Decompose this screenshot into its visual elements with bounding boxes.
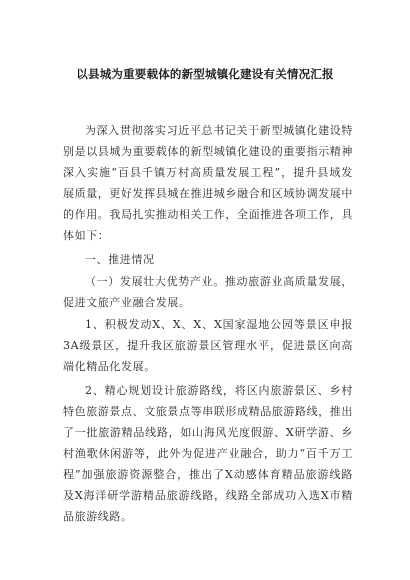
- list-item: 2、精心规划设计旅游路线，将区内旅游景区、乡村特色旅游景点、文旅景点等串联形成精品旅游路线，推出了一批旅游精品线路，如山海风光度假游、X研学游、乡村渔歌休闲游等，此外为促进产业融合，助力“百千万工程”加强旅游资源整合，推出了X动感体育精品旅游线路及X海洋研学游精品旅游线路，线路全部成功入选X市精品旅游线路。: [63, 384, 353, 523]
- intro-paragraph: 为深入贯彻落实习近平总书记关于新型城镇化建设特别是以县城为重要载体的新型城镇化建设的重要指示精神深入实施“百县千镇万村高质量发展工程”，提升县域发展质量，更好发挥县城在推进城乡融合和区域协调发展中的作用。我局扎实推动相关工作，全面推进各项工作，具体如下：: [63, 124, 353, 242]
- subsection-paragraph: （一）发展壮大优势产业。推动旅游业高质量发展，促进文旅产业融合发展。: [63, 275, 353, 309]
- document-title: 以县城为重要载体的新型城镇化建设有关情况汇报: [76, 67, 334, 81]
- list-item: 1、积极发动X、X、X、X国家湿地公园等景区申报3A级景区，提升我区旅游景区管理水平，促进景区向高端化精品化发展。: [63, 318, 353, 373]
- section-heading: 一、推进情况: [85, 253, 155, 266]
